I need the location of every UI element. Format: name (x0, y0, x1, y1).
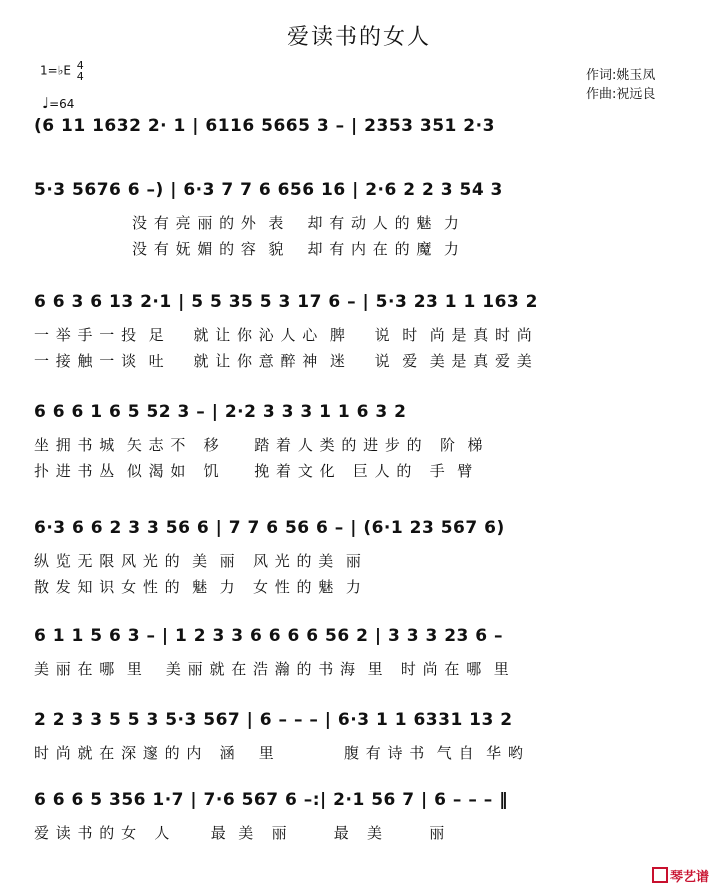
time-signature (77, 60, 84, 82)
lyrics-verse-1: 美 丽 在 哪 里 美 丽 就 在 浩 瀚 的 书 海 里 时 尚 在 哪 里 (34, 660, 510, 678)
time-bottom: 4 (76, 70, 84, 83)
key-signature (40, 60, 84, 82)
lyrics-verse-1: 时 尚 就 在 深 邃 的 内 涵 里 腹 有 诗 书 气 自 华 哟 (34, 744, 524, 762)
score-system-4 (34, 402, 686, 486)
time-top: 4 (76, 59, 84, 72)
key-prefix: 1= (40, 63, 58, 78)
score-system-8 (34, 790, 686, 848)
key-flat: ♭E (57, 63, 71, 78)
notes-line: 2 2 3 3 5 5 3 5·3 567 | 6 – – – | 6·3 1 1 6331 13 2 (34, 710, 513, 730)
brand-text: 琴艺谱 (670, 870, 710, 885)
brand-mark-icon (652, 867, 668, 883)
lyrics-verse-2: 一 接 触 一 谈 吐 就 让 你 意 醉 神 迷 说 爱 美 是 真 爱 美 (34, 352, 533, 370)
lyrics-verse-1: 纵 览 无 限 风 光 的 美 丽 风 光 的 美 丽 (34, 552, 362, 570)
lyrics-verse-1: 爱 读 书 的 女 人 最 美 丽 最 美 丽 (34, 824, 446, 842)
brand-logo (652, 866, 709, 885)
notes-line: 6·3 6 6 2 3 3 56 6 | 7 7 6 56 6 – | (6·1 23 567 6) (34, 518, 505, 538)
lyrics-verse-1: 没 有 亮 丽 的 外 表 却 有 动 人 的 魅 力 (34, 214, 460, 232)
score-system-7 (34, 710, 686, 768)
notes-line: 6 6 3 6 13 2·1 | 5 5 35 5 3 17 6 – | 5·3 23 1 1 163 2 (34, 292, 538, 312)
tempo-value: =64 (49, 97, 75, 111)
lyrics-verse-1: 坐 拥 书 城 矢 志 不 移 踏 着 人 类 的 进 步 的 阶 梯 (34, 436, 484, 454)
notes-line: 6 6 6 1 6 5 52 3 – | 2·2 3 3 3 1 1 6 3 2 (34, 402, 407, 422)
lyrics-verse-2: 散 发 知 识 女 性 的 魅 力 女 性 的 魅 力 (34, 578, 362, 596)
score-system-6 (34, 626, 686, 684)
notes-line: 6 6 6 5 356 1·7 | 7·6 567 6 –:| 2·1 56 7 | 6 – – – ‖ (34, 790, 509, 810)
score-system-5 (34, 518, 686, 602)
notes-line: (6 11 1632 2· 1 | 6116 5665 3 – | 2353 351 2·3 (34, 116, 495, 136)
quarter-note-icon: ♩ (42, 94, 50, 112)
score-system-1 (34, 116, 686, 148)
credits (586, 66, 655, 104)
tempo-mark (42, 94, 74, 112)
lyricist: 作词:姚玉凤 (586, 68, 656, 83)
composer: 作曲:祝远良 (586, 87, 656, 102)
notes-line: 6 1 1 5 6 3 – | 1 2 3 3 6 6 6 6 56 2 | 3 3 3 23 6 – (34, 626, 504, 646)
lyrics-verse-1: 一 举 手 一 投 足 就 让 你 沁 人 心 脾 说 时 尚 是 真 时 尚 (34, 326, 533, 344)
score-system-2 (34, 180, 686, 264)
notes-line: 5·3 5676 6 –) | 6·3 7 7 6 656 16 | 2·6 2 2 3 54 3 (34, 180, 503, 200)
score-system-3 (34, 292, 686, 376)
lyrics-verse-2: 扑 进 书 丛 似 渴 如 饥 挽 着 文 化 巨 人 的 手 臂 (34, 462, 474, 480)
lyrics-verse-2: 没 有 妩 媚 的 容 貌 却 有 内 在 的 魔 力 (34, 240, 460, 258)
song-title: 爱读书的女人 (286, 25, 431, 50)
